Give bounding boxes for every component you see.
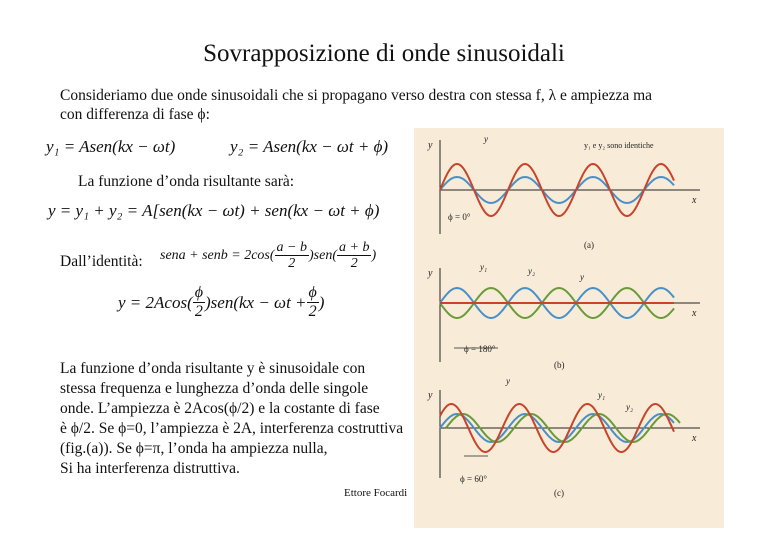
panel-label-c: (c)	[554, 488, 564, 498]
identity-lhs: sena + senb = 2cos(	[160, 247, 275, 263]
curve-label-y1-panel-c: y₁	[598, 390, 606, 400]
final-frac-2-den: 2	[308, 303, 317, 320]
y-axis-label: y	[428, 140, 433, 151]
final-frac-1-den: 2	[194, 303, 203, 320]
intro-line-1: Consideriamo due onde sinusoidali che si propagano verso destra con stessa f, λ e ampiezza ma	[60, 87, 653, 104]
slide-title: Sovrapposizione di onde sinusoidali	[203, 40, 565, 67]
identity-end: )	[371, 247, 377, 263]
final-mid: )sen(kx − ωt +	[205, 292, 307, 312]
x-axis-label: x	[692, 433, 697, 444]
panel-label-b: (b)	[554, 360, 565, 370]
curve-label-y1-panel-b: y₁	[480, 262, 488, 272]
curve-label-y2-panel-b: y₂	[528, 266, 536, 276]
body-line: Si ha interferenza distruttiva.	[60, 460, 240, 477]
body-text	[60, 359, 403, 479]
panel-label-a: (a)	[584, 240, 594, 250]
body-line: stessa frequenza e lunghezza d’onda delle singole	[60, 380, 369, 397]
curve-label-y-panel-a: y	[484, 134, 488, 144]
y-axis-label: y	[428, 268, 433, 279]
curve-label-identical: y₁ e y₂ sono identiche	[584, 141, 654, 150]
phase-label-panel-b: ϕ = 180°	[464, 344, 496, 354]
phase-label-panel-a: ϕ = 0°	[448, 212, 471, 222]
equation-sum: y = y₁ + y₂ = A[sen(kx − ωt) + sen(kx − ωt + ϕ)	[48, 201, 380, 220]
x-axis-label: x	[692, 195, 697, 206]
identity-equation	[160, 240, 376, 271]
identity-frac-1-den: 2	[288, 256, 296, 271]
identity-mid: )sen(	[309, 247, 337, 263]
body-line: è ϕ/2. Se ϕ=0, l’ampiezza è 2A, interferenza costruttiva	[60, 420, 404, 437]
equation-y1: y₁ = Asen(kx − ωt)	[46, 137, 176, 156]
identity-label: Dall’identità:	[60, 253, 143, 270]
result-label: La funzione d’onda risultante sarà:	[78, 173, 295, 190]
final-frac-2-num: ϕ	[308, 284, 317, 301]
identity-frac-2-num: a + b	[339, 240, 370, 255]
final-end: )	[318, 292, 325, 312]
phase-label-panel-c: ϕ = 60°	[460, 474, 487, 484]
identity-frac-2-den: 2	[350, 256, 358, 271]
body-line: (fig.(a)). Se ϕ=π, l’onda ha ampiezza nulla,	[60, 440, 328, 457]
final-frac-2	[307, 284, 319, 321]
y-axis-label: y	[428, 390, 433, 401]
final-pre: y = 2Acos(	[118, 292, 193, 312]
equation-final	[118, 284, 324, 321]
identity-frac-2	[337, 240, 371, 271]
intro-line-2: con differenza di fase ϕ:	[60, 106, 210, 123]
identity-frac-1-num: a − b	[276, 240, 307, 255]
body-line: onde. L’ampiezza è 2Acos(ϕ/2) e la costante di fase	[60, 400, 380, 417]
footer-author: Ettore Focardi	[344, 487, 408, 499]
final-frac-1	[193, 284, 205, 321]
body-line: La funzione d’onda risultante y è sinusoidale con	[60, 360, 366, 377]
wave-figure-svg	[414, 128, 724, 528]
identity-frac-1	[275, 240, 309, 271]
equation-y2: y₂ = Asen(kx − ωt + ϕ)	[230, 137, 389, 156]
x-axis-label: x	[692, 308, 697, 319]
curve-label-y-panel-b: y	[580, 272, 584, 282]
curve-label-y-panel-c: y	[506, 376, 510, 386]
final-frac-1-num: ϕ	[194, 284, 204, 301]
curve-label-y2-panel-c: y₂	[626, 402, 634, 412]
wave-figure	[414, 128, 724, 528]
